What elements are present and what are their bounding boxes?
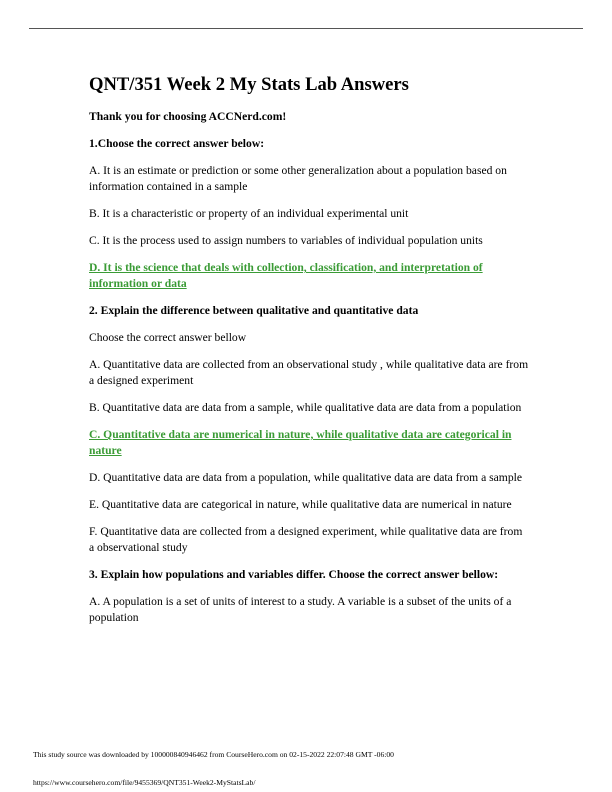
q1-correct-answer: D. It is the science that deals with collection, classification, and interpretation of information or data: [89, 261, 483, 290]
question-1-heading: 1.Choose the correct answer below:: [89, 137, 265, 150]
thanks-line: Thank you for choosing ACCNerd.com!: [89, 110, 287, 123]
question-2-heading: 2. Explain the difference between qualitative and quantitative data: [89, 304, 419, 317]
q3-option-a: A. A population is a set of units of interest to a study. A variable is a subset of the units of a population: [89, 595, 512, 624]
question-3-heading: 3. Explain how populations and variables differ. Choose the correct answer bellow:: [89, 568, 499, 581]
q2-option-d: D. Quantitative data are data from a population, while qualitative data are data from a sample: [89, 471, 522, 484]
q2-option-b: B. Quantitative data are data from a sample, while qualitative data are data from a population: [89, 401, 522, 414]
q2-option-f: F. Quantitative data are collected from a designed experiment, while qualitative data are from a observational study: [89, 525, 523, 554]
q1-option-c: C. It is the process used to assign numbers to variables of individual population units: [89, 234, 483, 247]
top-rule: [29, 28, 583, 29]
q1-option-b: B. It is a characteristic or property of an individual experimental unit: [89, 207, 409, 220]
q2-correct-answer: C. Quantitative data are numerical in nature, while qualitative data are categorical in nature: [89, 428, 512, 457]
document-body: [89, 74, 529, 637]
q1-option-a: A. It is an estimate or prediction or some other generalization about a population based on information contained in a sample: [89, 164, 507, 193]
download-source-note: This study source was downloaded by 100000840946462 from CourseHero.com on 02-15-2022 22:07:48 GMT -06:00: [33, 750, 394, 759]
q2-option-e: E. Quantitative data are categorical in nature, while qualitative data are numerical in nature: [89, 498, 512, 511]
q2-prompt: Choose the correct answer bellow: [89, 331, 247, 344]
q2-option-a: A. Quantitative data are collected from an observational study , while qualitative data are from a designed experiment: [89, 358, 529, 387]
page-title: QNT/351 Week 2 My Stats Lab Answers: [89, 74, 409, 95]
footer-url[interactable]: https://www.coursehero.com/file/9455369/QNT351-Week2-MyStatsLab/: [33, 778, 256, 787]
